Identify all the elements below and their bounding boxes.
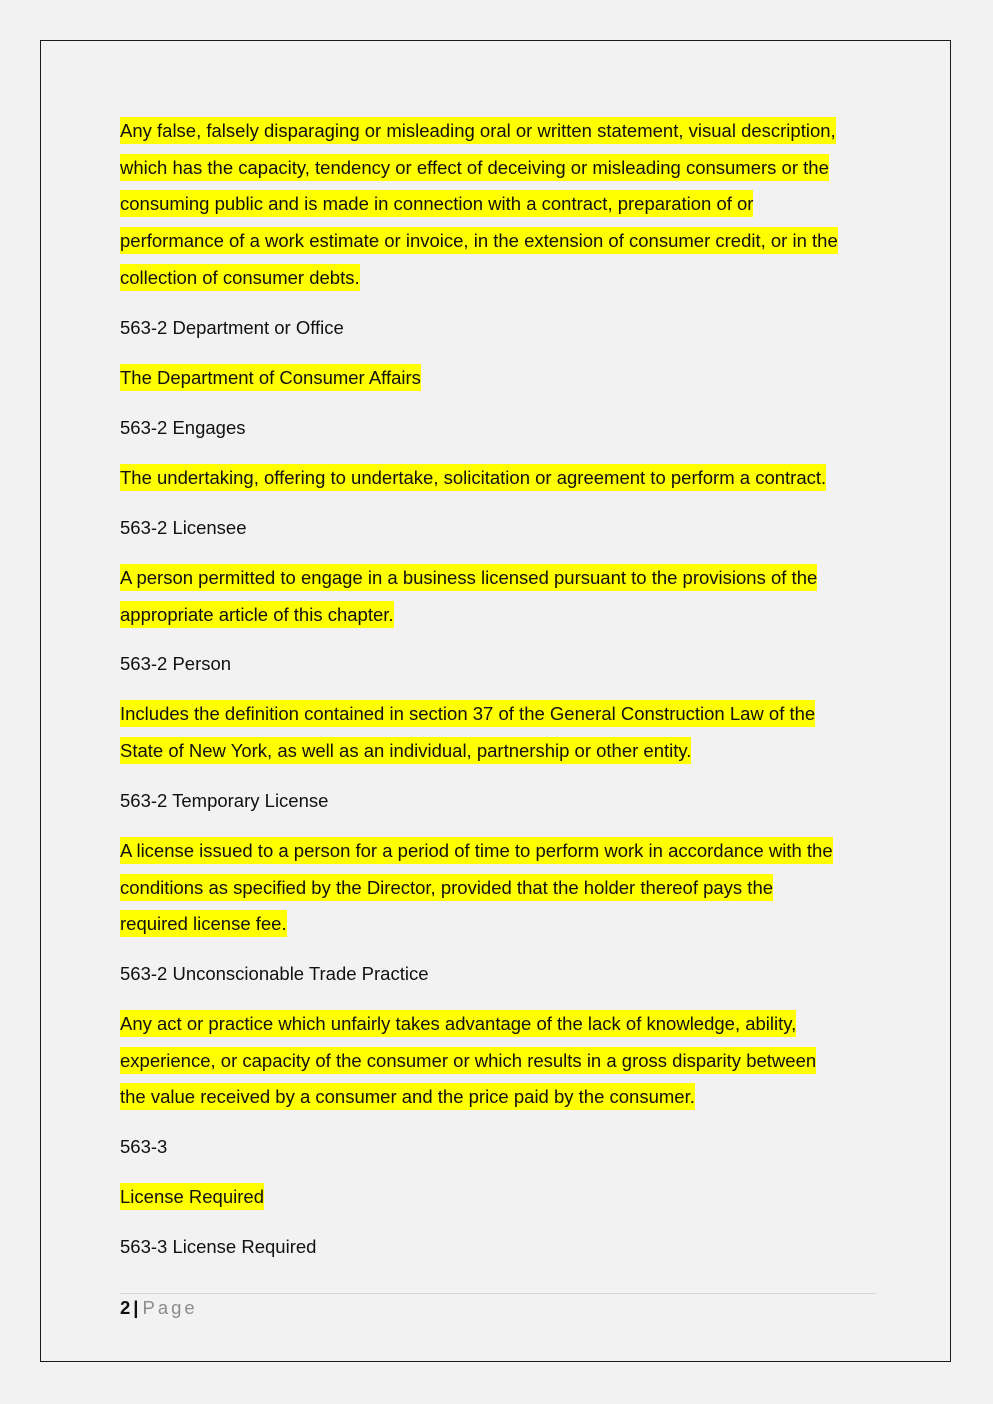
definition-person-paragraph xyxy=(120,696,880,769)
highlighted-text: performance of a work estimate or invoice, in the extension of consumer credit, or in the xyxy=(120,227,838,254)
definition-licensee-paragraph xyxy=(120,560,880,633)
term-heading-licensee xyxy=(120,510,880,547)
highlighted-text: The undertaking, offering to undertake, solicitation or agreement to perform a contract. xyxy=(120,464,826,491)
term-heading-text: 563-2 Licensee xyxy=(120,517,247,538)
term-heading-engages xyxy=(120,410,880,447)
highlighted-text: experience, or capacity of the consumer or which results in a gross disparity between xyxy=(120,1047,816,1074)
highlighted-text: consuming public and is made in connection with a contract, preparation of or xyxy=(120,190,753,217)
highlighted-text: conditions as specified by the Director, provided that the holder thereof pays the xyxy=(120,874,773,901)
footer-separator: | xyxy=(133,1297,139,1318)
section-number-text: 563-3 xyxy=(120,1136,168,1157)
document-page xyxy=(40,40,951,1362)
section-title-license-required xyxy=(120,1179,880,1216)
term-heading-license-required xyxy=(120,1229,880,1266)
highlighted-text: A person permitted to engage in a business licensed pursuant to the provisions of the xyxy=(120,564,817,591)
definition-temporary-license-paragraph xyxy=(120,833,880,943)
term-heading-text: 563-3 License Required xyxy=(120,1236,317,1257)
definition-unconscionable-paragraph xyxy=(120,1006,880,1116)
highlighted-text: Any act or practice which unfairly takes advantage of the lack of knowledge, ability, xyxy=(120,1010,796,1037)
highlighted-text: the value received by a consumer and the price paid by the consumer. xyxy=(120,1083,695,1110)
highlighted-text: State of New York, as well as an individual, partnership or other entity. xyxy=(120,737,691,764)
term-heading-department xyxy=(120,310,880,347)
term-heading-unconscionable xyxy=(120,956,880,993)
page-footer xyxy=(120,1295,198,1321)
highlighted-text: collection of consumer debts. xyxy=(120,264,360,291)
highlighted-text: The Department of Consumer Affairs xyxy=(120,364,421,391)
highlighted-text: License Required xyxy=(120,1183,264,1210)
term-heading-text: 563-2 Person xyxy=(120,653,232,674)
term-heading-temporary-license xyxy=(120,783,880,820)
section-heading-563-3 xyxy=(120,1129,880,1166)
term-heading-text: 563-2 Engages xyxy=(120,417,246,438)
definition-engages-paragraph xyxy=(120,460,880,497)
definition-department-paragraph xyxy=(120,360,880,397)
term-heading-text: 563-2 Department or Office xyxy=(120,317,344,338)
highlighted-text: appropriate article of this chapter. xyxy=(120,601,394,628)
highlighted-text: A license issued to a person for a period of time to perform work in accordance with the xyxy=(120,837,833,864)
term-heading-text: 563-2 Temporary License xyxy=(120,790,329,811)
term-heading-text: 563-2 Unconscionable Trade Practice xyxy=(120,963,429,984)
highlighted-text: Includes the definition contained in section 37 of the General Construction Law of the xyxy=(120,700,815,727)
term-heading-person xyxy=(120,646,880,683)
highlighted-text: which has the capacity, tendency or effect of deceiving or misleading consumers or the xyxy=(120,154,829,181)
highlighted-text: Any false, falsely disparaging or misleading oral or written statement, visual description, xyxy=(120,117,836,144)
footer-divider xyxy=(120,1293,876,1294)
highlighted-text: required license fee. xyxy=(120,910,287,937)
page-number: 2 xyxy=(120,1297,131,1318)
page-label: Page xyxy=(142,1297,198,1318)
definition-deceptive-paragraph xyxy=(120,113,880,296)
